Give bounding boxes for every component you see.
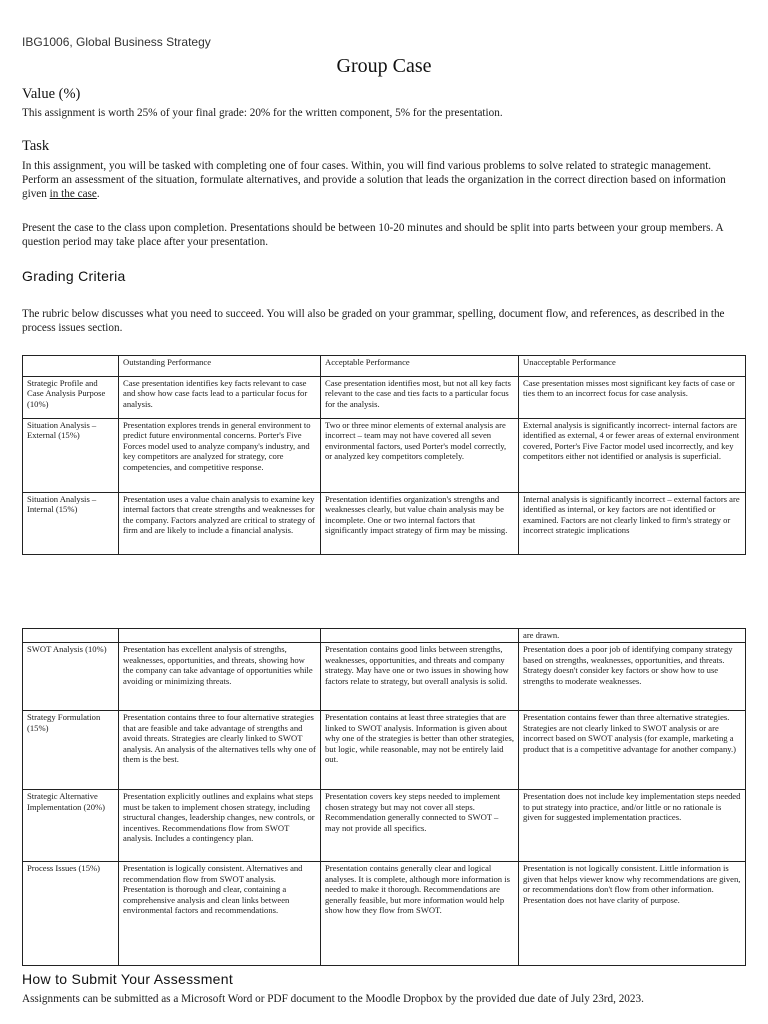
rubric-row [23,862,746,966]
rubric-outstanding: Presentation uses a value chain analysis to examine key internal factors that create strengths and weaknesses for the company. Factors analyzed are critical to strategy of firm and are likely to include a financial analysis. [119,493,321,555]
rubric-header-row [23,356,746,377]
rubric-criterion: SWOT Analysis (10%) [23,643,119,711]
rubric-row [23,643,746,711]
rubric-empty-cell [321,629,519,643]
rubric-header-cell [23,356,119,377]
rubric-empty-cell [119,629,321,643]
rubric-table-part-1 [22,355,746,555]
task-paragraph-1-text: In this assignment, you will be tasked with completing one of four cases. Within, you will find various problems to solve related to strategic management. Perform an assessment of the situation, formulate alternatives, and provide a solution that leads the organization in the correct direction based on information given [22,160,726,200]
grading-heading: Grading Criteria [22,268,126,284]
rubric-unacceptable: Presentation is not logically consistent. Little information is given that helps viewer know why recommendations are given, or recommendations don't flow from other information. Presentation does not have clarity of purpose. [519,862,746,966]
rubric-acceptable: Presentation contains good links between strengths, weaknesses, opportunities, and threats and company strategy. May have one or two issues in showing how factors relate to strategy, but overall analysis is solid. [321,643,519,711]
rubric-outstanding: Presentation is logically consistent. Alternatives and recommendation flow from SWOT analysis. Presentation is thorough and clear, containing a comprehensive analysis and clean links between environmental factors and recommendations. [119,862,321,966]
value-heading: Value (%) [22,86,81,102]
task-paragraph-1-end: . [96,188,100,200]
rubric-unacceptable: Case presentation misses most significant key facts of case or ties them to an incorrect focus for case analysis. [519,377,746,419]
submit-text: Assignments can be submitted as a Microsoft Word or PDF document to the Moodle Dropbox by the provided due date of July 23rd, 2023. [22,993,644,1005]
rubric-criterion: Strategy Formulation (15%) [23,711,119,790]
rubric-unacceptable: Internal analysis is significantly incorrect – external factors are identified as internal, or key factors are not identified or examined. Factors are not clearly linked to firm's strategy or incorrect strategic implications [519,493,746,555]
rubric-row [23,711,746,790]
rubric-unacceptable: Presentation does not include key implementation steps needed to put strategy into practice, and/or little or no rationale is given for suggested implementation practices. [519,790,746,862]
rubric-acceptable: Case presentation identifies most, but not all key facts relevant to the case and ties facts to a particular focus for the analysis. [321,377,519,419]
rubric-unacceptable: Presentation does a poor job of identifying company strategy based on strengths, weaknesses, opportunities, and threats. Strategy doesn't consider key factors or show how to use strengths to moderate weaknesses. [519,643,746,711]
rubric-row [23,493,746,555]
task-paragraph-2: Present the case to the class upon completion. Presentations should be between 10-20 minutes and should be split into parts between your group members. A question period may take place after your presentation. [22,222,723,248]
rubric-criterion: Situation Analysis – Internal (15%) [23,493,119,555]
task-paragraph-1-underlined: in the case [49,188,97,200]
page-title: Group Case [336,55,432,77]
rubric-outstanding: Presentation explores trends in general environment to predict future environmental concerns. Porter's Five Forces model used to analyze company's industry, and key competitors are analyzed for strategy, core competencies, and competitive response. [119,419,321,493]
rubric-criterion: Process Issues (15%) [23,862,119,966]
rubric-acceptable: Presentation contains at least three strategies that are linked to SWOT analysis. Information is given about why one of the strategies is better than other strategies, but logic, while reasonable, may not be entirely laid out. [321,711,519,790]
rubric-acceptable: Two or three minor elements of external analysis are incorrect – team may not have covered all seven environmental factors, used Porter's model correctly, or analyzed key competitors completely. [321,419,519,493]
rubric-criterion: Strategic Profile and Case Analysis Purpose (10%) [23,377,119,419]
rubric-acceptable: Presentation identifies organization's strengths and weaknesses clearly, but value chain analysis may be incomplete. One or two internal factors that significantly impact strategy of firm may be missing. [321,493,519,555]
task-paragraph-1 [22,159,750,201]
rubric-acceptable: Presentation covers key steps needed to implement chosen strategy but may not cover all steps. Recommendation generally connected to SWOT – may not provide all specifics. [321,790,519,862]
rubric-header-cell: Unacceptable Performance [519,356,746,377]
rubric-row [23,377,746,419]
course-code: IBG1006, Global Business Strategy [22,35,211,49]
rubric-header-cell: Acceptable Performance [321,356,519,377]
task-heading: Task [22,138,50,154]
rubric-outstanding: Case presentation identifies key facts relevant to case and show how case facts lead to a particular focus for analysis. [119,377,321,419]
rubric-unacceptable: External analysis is significantly incorrect- internal factors are identified as external, 4 or fewer areas of external environment covered, Porter's Five Factor model used incorrectly, and key competitors either not identified or analysis is superficial. [519,419,746,493]
rubric-outstanding: Presentation explicitly outlines and explains what steps must be taken to implement chosen strategy, including structural changes, leadership changes, new controls, or incentives. Recommendations flow from SWOT analysis. Includes a contingency plan. [119,790,321,862]
grading-text: The rubric below discusses what you need to succeed. You will also be graded on your grammar, spelling, document flow, and references, as described in the process issues section. [22,308,725,334]
rubric-header-cell: Outstanding Performance [119,356,321,377]
rubric-acceptable: Presentation contains generally clear and logical analyses. It is complete, although more information is needed to make it thorough. Recommendations are generally feasible, but more information would help show how they flow from SWOT. [321,862,519,966]
rubric-outstanding: Presentation has excellent analysis of strengths, weaknesses, opportunities, and threats, showing how the company can take advantage of opportunities while avoiding or minimizing threats. [119,643,321,711]
rubric-continuation-row [23,629,746,643]
rubric-outstanding: Presentation contains three to four alternative strategies that are feasible and take advantage of strengths and avoid threats. Strategies are clearly linked to SWOT analysis. An analysis of the alternatives tells why one of them is the best. [119,711,321,790]
rubric-empty-cell [23,629,119,643]
value-text: This assignment is worth 25% of your final grade: 20% for the written component, 5% for the presentation. [22,107,503,119]
rubric-table-part-2 [22,628,746,966]
rubric-criterion: Situation Analysis – External (15%) [23,419,119,493]
rubric-row [23,790,746,862]
rubric-unacceptable: Presentation contains fewer than three alternative strategies. Strategies are not clearly linked to SWOT analysis or are incorrect based on SWOT analysis (for example, marketing a product that is a competitive advantage for another company.) [519,711,746,790]
rubric-criterion: Strategic Alternative Implementation (20%) [23,790,119,862]
rubric-row [23,419,746,493]
rubric-continuation-text: are drawn. [519,629,746,643]
submit-heading: How to Submit Your Assessment [22,971,234,987]
